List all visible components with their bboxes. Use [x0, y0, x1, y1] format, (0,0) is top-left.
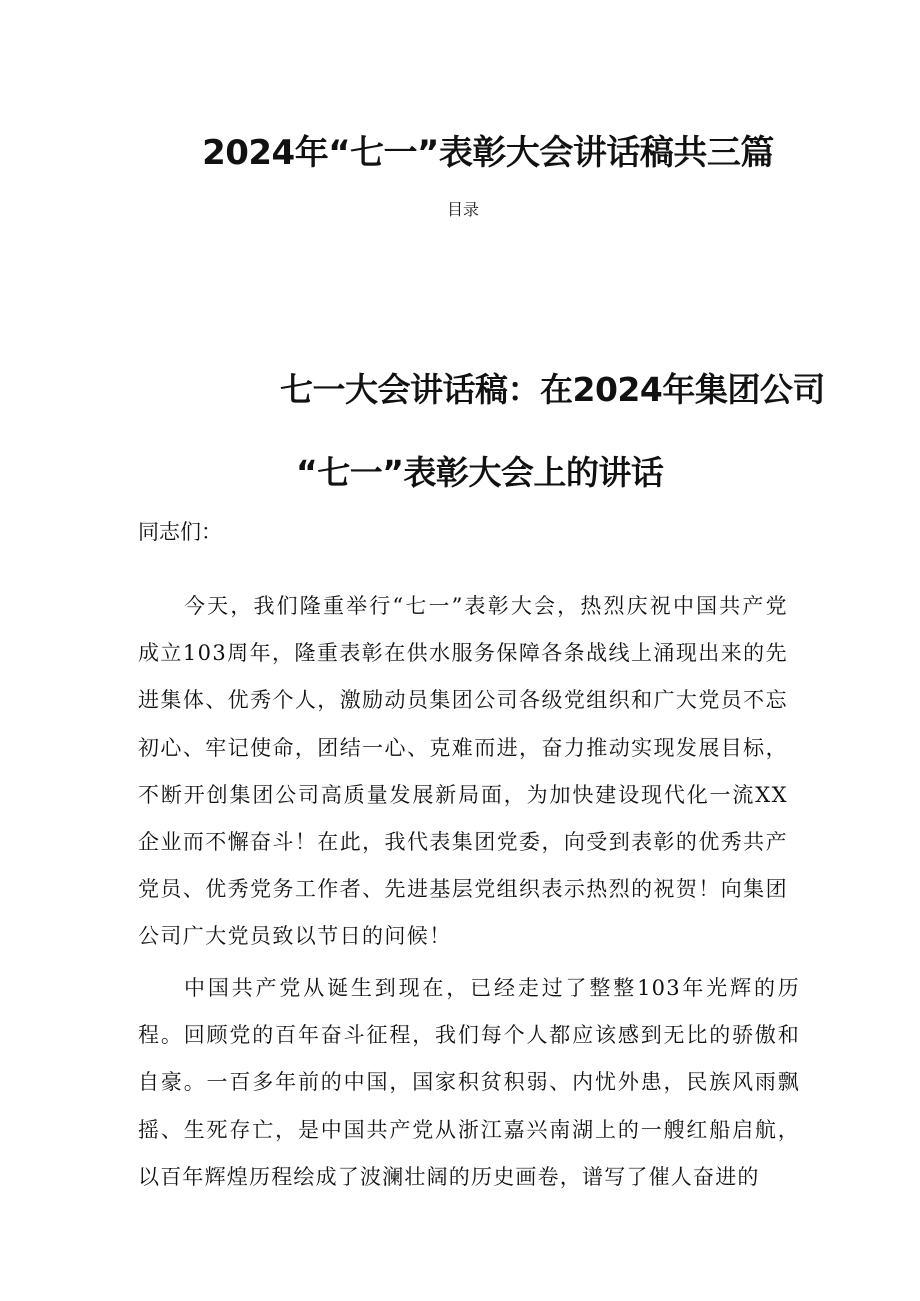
speech-title-line-2: “七一”表彰大会上的讲话	[296, 453, 664, 492]
speech-title-line-1: 七一大会讲话稿：在2024年集团公司	[280, 370, 825, 409]
body-paragraph-2: 中国共产党从诞生到现在，已经走过了整整103年光辉的历程。回顾党的百年奋斗征程，我们每个人都应该感到无比的骄傲和自豪。一百多年前的中国，国家积贫积弱、内忧外患，民族风雨飘摇、生死存亡，是中国共产党从浙江嘉兴南湖上的一艘红船启航，以百年辉煌历程绘成了波澜壮阔的历史画卷，谱写了催人奋进的	[138, 976, 800, 1189]
table-of-contents-label: 目录	[446, 200, 479, 219]
greeting: 同志们：	[138, 520, 222, 544]
body-paragraph-1: 今天，我们隆重举行“七一”表彰大会，热烈庆祝中国共产党成立103周年，隆重表彰在供水服务保障各条战线上涌现出来的先进集体、优秀个人，激励动员集团公司各级党组织和广大党员不忘初心、牢记使命，团结一心、克难而进，奋力推动实现发展目标，不断开创集团公司高质量发展新局面，为加快建设现代化一流XX企业而不懈奋斗！在此，我代表集团党委，向受到表彰的优秀共产党员、优秀党务工作者、先进基层党组织表示热烈的祝贺！向集团公司广大党员致以节日的问候！	[138, 594, 788, 949]
document-title: 2024年“七一”表彰大会讲话稿共三篇	[202, 133, 774, 173]
